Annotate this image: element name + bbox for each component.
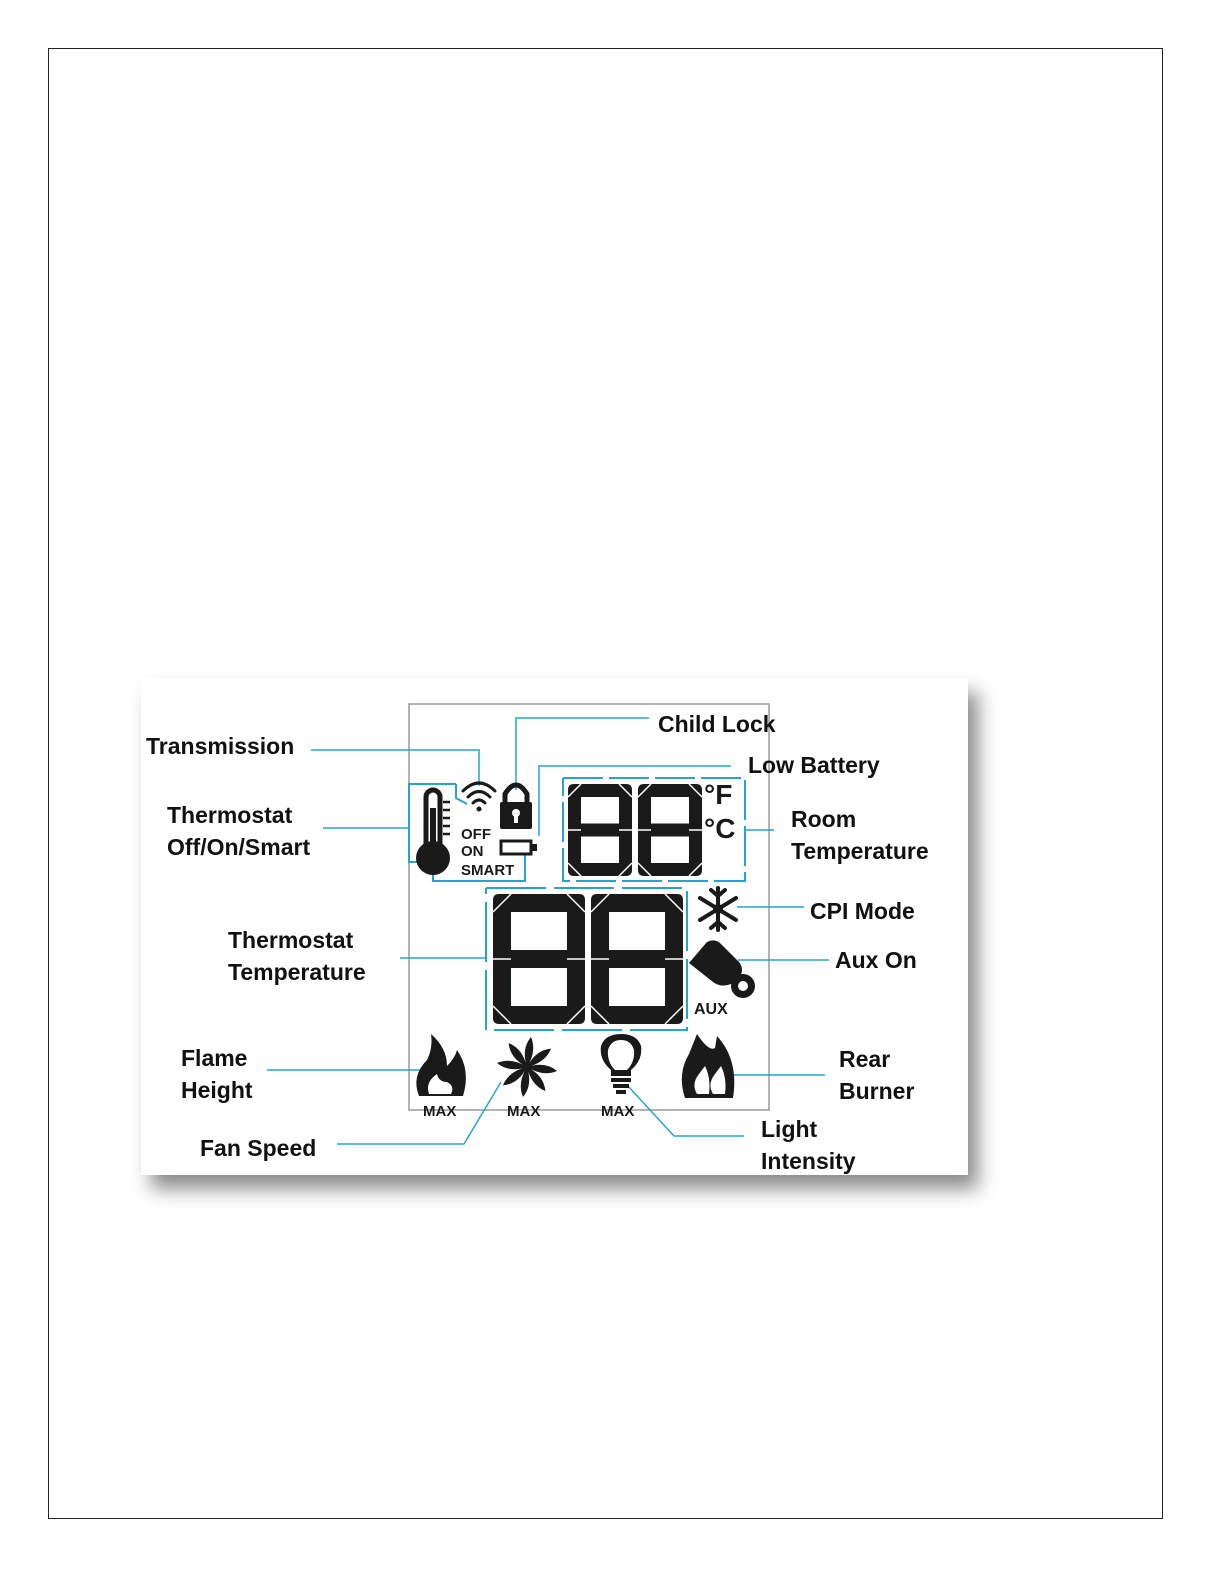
thermostat-mode-line1: Thermostat <box>167 802 293 828</box>
aux-hand-icon <box>689 940 755 998</box>
low-battery-label: Low Battery <box>748 752 880 778</box>
aux-text: AUX <box>694 1001 728 1018</box>
flame-height-line1: Flame <box>181 1045 248 1071</box>
light-intensity-line1: Light <box>761 1116 818 1142</box>
room-digit-2 <box>638 784 702 876</box>
fan-speed-label: Fan Speed <box>200 1135 317 1161</box>
fan-icon <box>497 1037 557 1097</box>
max-light-text: MAX <box>601 1103 635 1120</box>
thermostat-digit-2 <box>591 894 683 1024</box>
flame-height-line2: Height <box>181 1077 253 1103</box>
snowflake-icon <box>700 888 736 930</box>
rear-burner-line1: Rear <box>839 1046 891 1072</box>
aux-on-label: Aux On <box>835 947 917 973</box>
unit-c-text: °C <box>704 813 736 844</box>
thermostat-digit-1 <box>493 894 585 1024</box>
child-lock-label: Child Lock <box>658 711 776 737</box>
light-intensity-line2: Intensity <box>761 1148 856 1174</box>
wifi-icon <box>463 783 495 812</box>
thermostat-mode-label <box>167 799 310 863</box>
transmission-line <box>311 750 479 786</box>
room-digit-1 <box>568 784 632 876</box>
battery-icon <box>501 841 537 854</box>
thermostat-mode-line2: Off/On/Smart <box>167 834 311 860</box>
rear-burner-icon <box>682 1034 734 1098</box>
lock-icon <box>500 785 532 829</box>
bulb-icon <box>601 1034 642 1094</box>
low-battery-line <box>539 766 731 836</box>
rear-burner-line2: Burner <box>839 1078 915 1104</box>
unit-f-text: °F <box>704 779 733 810</box>
cpi-mode-label: CPI Mode <box>810 898 915 924</box>
room-temp-line2: Temperature <box>791 838 929 864</box>
lcd-diagram <box>141 678 968 1175</box>
thermometer-icon <box>416 790 450 875</box>
mode-on-text: ON <box>461 843 484 860</box>
mode-smart-text: SMART <box>461 862 515 879</box>
flame-icon <box>416 1034 466 1096</box>
thermostat-temp-label <box>228 924 366 988</box>
max-fan-text: MAX <box>507 1103 541 1120</box>
light-intensity-label <box>761 1113 856 1177</box>
child-lock-line <box>516 718 649 790</box>
mode-off-text: OFF <box>461 826 491 843</box>
transmission-label: Transmission <box>146 733 295 759</box>
thermostat-temp-line2: Temperature <box>228 959 366 985</box>
rear-burner-label <box>839 1043 914 1107</box>
max-flame-text: MAX <box>423 1103 457 1120</box>
thermostat-temp-line1: Thermostat <box>228 927 354 953</box>
room-temp-label <box>791 803 929 867</box>
room-temp-line1: Room <box>791 806 857 832</box>
flame-height-label <box>181 1042 253 1106</box>
